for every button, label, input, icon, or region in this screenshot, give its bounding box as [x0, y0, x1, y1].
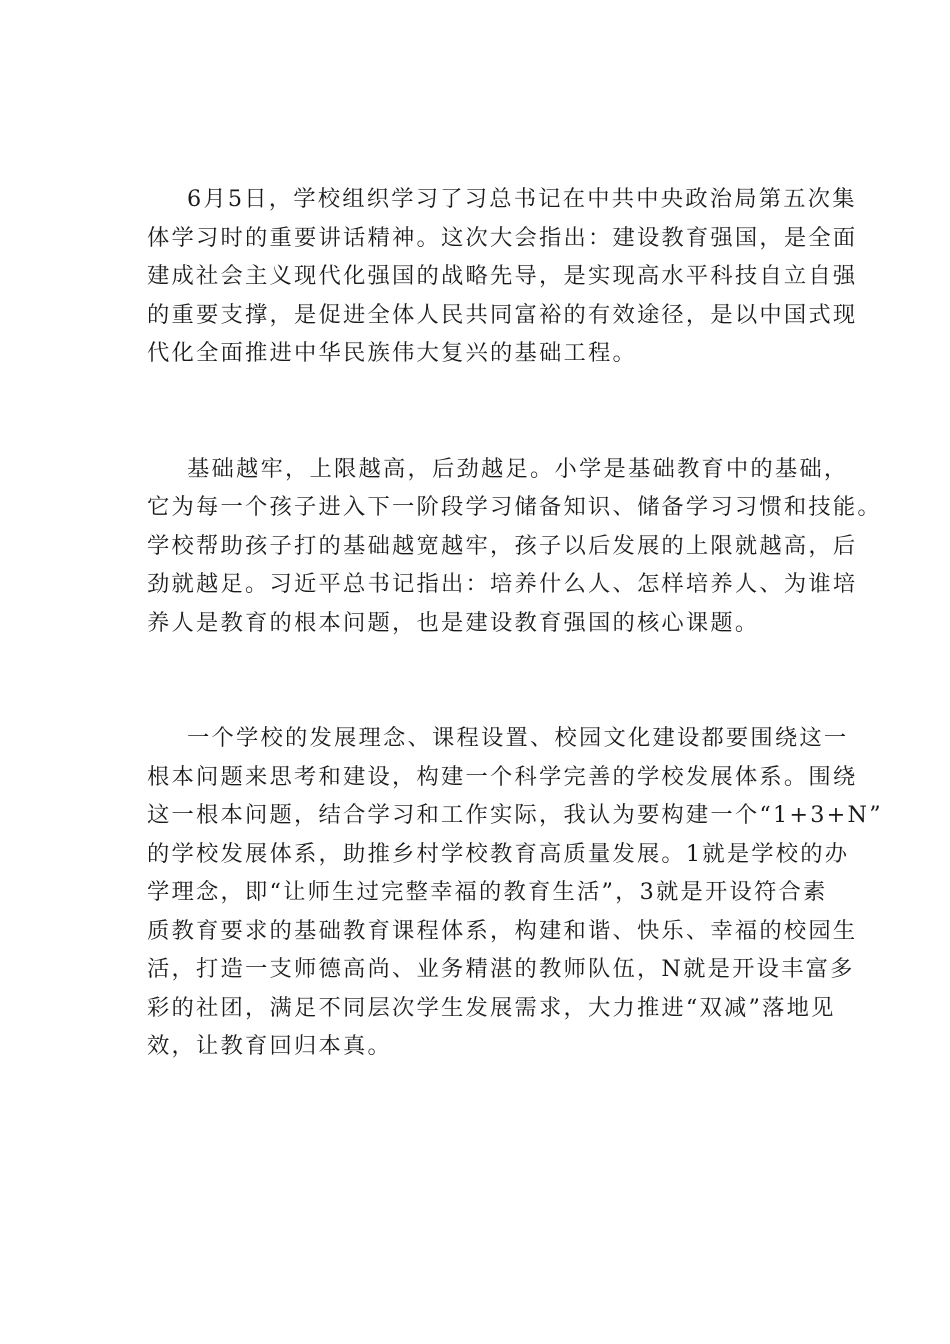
paragraph-line: 6月5日，学校组织学习了习总书记在中共中央政治局第五次集 [187, 186, 857, 212]
paragraph-1 [147, 180, 858, 373]
paragraph-line: 它为每一个孩子进入下一阶段学习储备知识、储备学习习惯和技能。 [147, 494, 882, 520]
paragraph-line: 养人是教育的根本问题，也是建设教育强国的核心课题。 [147, 609, 760, 636]
paragraph-line: 劲就越足。习近平总书记指出：培养什么人、怎样培养人、为谁培 [147, 571, 858, 597]
paragraph-line: 的学校发展体系，助推乡村学校教育高质量发展。1就是学校的办 [147, 840, 850, 867]
paragraph-2 [147, 450, 882, 643]
paragraph-line: 代化全面推进中华民族伟大复兴的基础工程。 [147, 340, 637, 366]
paragraph-line: 学校帮助孩子打的基础越宽越牢，孩子以后发展的上限就越高，后 [147, 532, 858, 559]
paragraph-spacer [147, 373, 807, 450]
paragraph-line: 根本问题来思考和建设，构建一个科学完善的学校发展体系。围绕 [147, 763, 858, 790]
paragraph-line: 基础越牢，上限越高，后劲越足。小学是基础教育中的基础， [187, 455, 849, 482]
paragraph-spacer [147, 642, 807, 719]
paragraph-line: 一个学校的发展理念、课程设置、校园文化建设都要围绕这一 [187, 725, 849, 751]
paragraph-line: 彩的社团，满足不同层次学生发展需求，大力推进“双减”落地见 [147, 994, 836, 1021]
paragraph-line: 学理念，即“让师生过完整幸福的教育生活”，3就是开设符合素 [147, 879, 828, 905]
document-body [147, 180, 883, 1066]
paragraph-line: 体学习时的重要讲话精神。这次大会指出：建设教育强国，是全面 [147, 224, 858, 251]
paragraph-line: 建成社会主义现代化强国的战略先导，是实现高水平科技自立自强 [147, 263, 858, 289]
paragraph-3 [147, 719, 883, 1066]
paragraph-line: 质教育要求的基础教育课程体系，构建和谐、快乐、幸福的校园生 [147, 917, 858, 944]
paragraph-line: 这一根本问题，结合学习和工作实际，我认为要构建一个“1+3+N” [147, 802, 883, 828]
paragraph-line: 效，让教育回归本真。 [147, 1033, 392, 1059]
paragraph-line: 的重要支撑，是促进全体人民共同富裕的有效途径，是以中国式现 [147, 301, 858, 328]
paragraph-line: 活，打造一支师德高尚、业务精湛的教师队伍，N就是开设丰富多 [147, 956, 855, 982]
